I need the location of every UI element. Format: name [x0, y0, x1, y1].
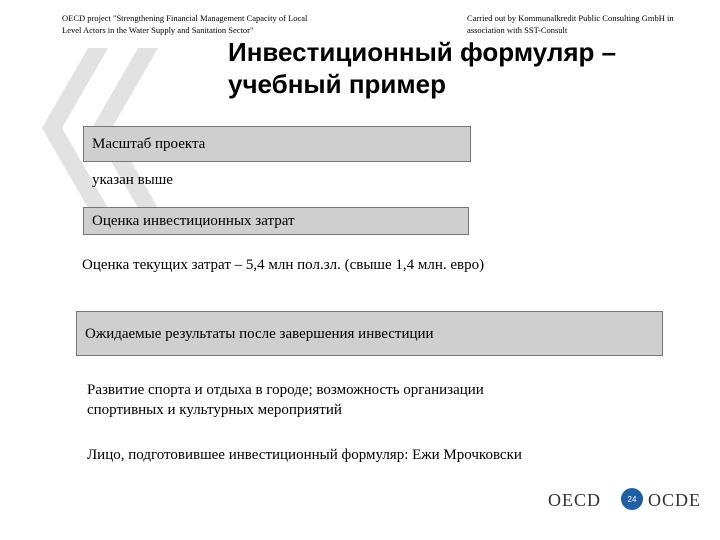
investment-cost-box — [83, 207, 469, 235]
expected-results-label: Ожидаемые результаты после завершения инвестиции — [85, 325, 434, 342]
project-scale-value: указан выше — [92, 172, 173, 188]
header-left — [62, 12, 362, 36]
logo-left-text: OECD — [548, 490, 601, 510]
title-line2: учебный пример — [228, 69, 446, 99]
investment-cost-value: Оценка текущих затрат – 5,4 млн пол.зл. (свыше 1,4 млн. евро) — [82, 257, 485, 273]
expected-results-text — [87, 380, 484, 420]
page-title — [228, 36, 708, 100]
expected-results-box — [76, 311, 663, 356]
header-right — [467, 12, 720, 36]
header-right-line1: Carried out by Kommunalkredit Public Consulting GmbH in — [467, 13, 674, 23]
title-line1: Инвестиционный формуляр – — [228, 37, 617, 67]
project-scale-box — [83, 126, 471, 162]
logo-right-text: OCDE — [648, 490, 701, 510]
header-right-line2: association with SST-Consult — [467, 25, 568, 35]
investment-cost-label: Оценка инвестиционных затрат — [92, 213, 295, 229]
header-left-line1: OECD project "Strengthening Financial Management Capacity of Local — [62, 13, 308, 23]
page-number-badge — [621, 488, 643, 510]
oecd-logo — [548, 488, 701, 512]
header-left-line2: Level Actors in the Water Supply and Sanitation Sector" — [62, 25, 254, 35]
form-author: Лицо, подготовившее инвестиционный формуляр: Ежи Мрочковски — [87, 447, 522, 463]
expected-results-line2: спортивных и культурных мероприятий — [87, 402, 342, 418]
project-scale-label: Масштаб проекта — [92, 136, 206, 152]
expected-results-line1: Развитие спорта и отдыха в городе; возможность организации — [87, 382, 484, 398]
page-number: 24 — [627, 494, 637, 504]
